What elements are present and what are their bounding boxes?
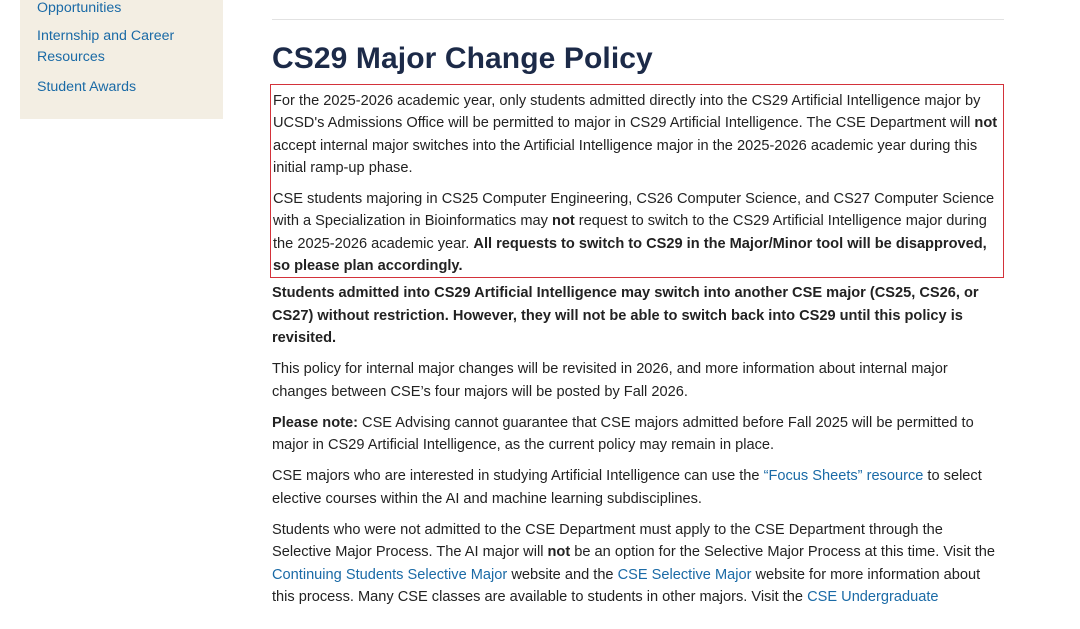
bold-paragraph: Students admitted into CS29 Artificial Intelligence may switch into another CSE major (CS25, CS26, or CS27) without restriction. However, they will not be able to switch back into CS29 until this policy is revisited. [272,285,979,346]
text-span: website for more information about this process. Many CSE classes are available to students in other majors. Visit the [272,566,981,605]
cse-selective-major-link[interactable]: CSE Selective Major [617,566,752,583]
bold-please-note: Please note: [272,414,358,431]
sidebar-item-internship-career-resources[interactable]: Internship and Career Resources [37,28,175,65]
text-span: to select elective courses within the AI and machine learning subdisciplines. [272,468,982,507]
bold-not: not [547,544,571,561]
bold-not: not [974,115,998,132]
text-span: For the 2025-2026 academic year, only students admitted directly into the CS29 Artificial Intelligence major by UCSD's Admissions Office will be permitted to major in CS29 Artificial Intelligence. The CSE Department will [273,93,981,132]
sidebar-item-student-awards[interactable]: Student Awards [37,79,137,95]
article-body [272,89,1004,617]
bold-not: not [552,213,575,230]
text-span: request to switch to the CS29 Artificial Intelligence major during the 2025-2026 academic year. [273,213,987,252]
sidebar-item-opportunities[interactable]: Opportunities [37,0,122,16]
sidebar-nav [20,0,223,119]
policy-paragraph-3 [272,282,1004,349]
page-title: CS29 Major Change Policy [272,42,653,75]
policy-paragraph-1 [273,90,1003,179]
policy-paragraph-5 [272,412,1004,457]
text-span: be an option for the Selective Major Process at this time. Visit the [570,544,995,561]
text-span: CSE Advising cannot guarantee that CSE majors admitted before Fall 2025 will be permitted to major in CS29 Artificial Intelligence, as the current policy may remain in place. [272,414,974,454]
continuing-students-selective-major-link[interactable]: Continuing Students Selective Major [272,566,508,583]
highlighted-policy-box [270,84,1004,278]
section-divider [272,19,1004,20]
text-span: Students who were not admitted to the CSE Department must apply to the CSE Department through the Selective Major Process. The AI major will [272,522,943,561]
text-span: website and the [507,566,618,583]
policy-paragraph-6 [272,465,1004,510]
cse-undergraduate-link[interactable]: CSE Undergraduate [807,588,939,605]
text-span: CSE majors who are interested in studying Artificial Intelligence can use the [272,468,764,485]
text-span: accept internal major switches into the Artificial Intelligence major in the 2025-2026 academic year during this initial ramp-up phase. [273,137,978,176]
focus-sheets-link[interactable]: “Focus Sheets” resource [763,468,924,485]
policy-paragraph-2 [273,188,1003,277]
policy-paragraph-7 [272,519,1004,608]
bold-warning: All requests to switch to CS29 in the Major/Minor tool will be disapproved, so please plan accordingly. [273,235,987,275]
text-span: CSE students majoring in CS25 Computer Engineering, CS26 Computer Science, and CS27 Computer Science with a Specialization in Bioinformatics may [273,191,995,230]
policy-paragraph-4: This policy for internal major changes will be revisited in 2026, and more information about internal major changes between CSE’s four majors will be posted by Fall 2026. [272,361,948,400]
